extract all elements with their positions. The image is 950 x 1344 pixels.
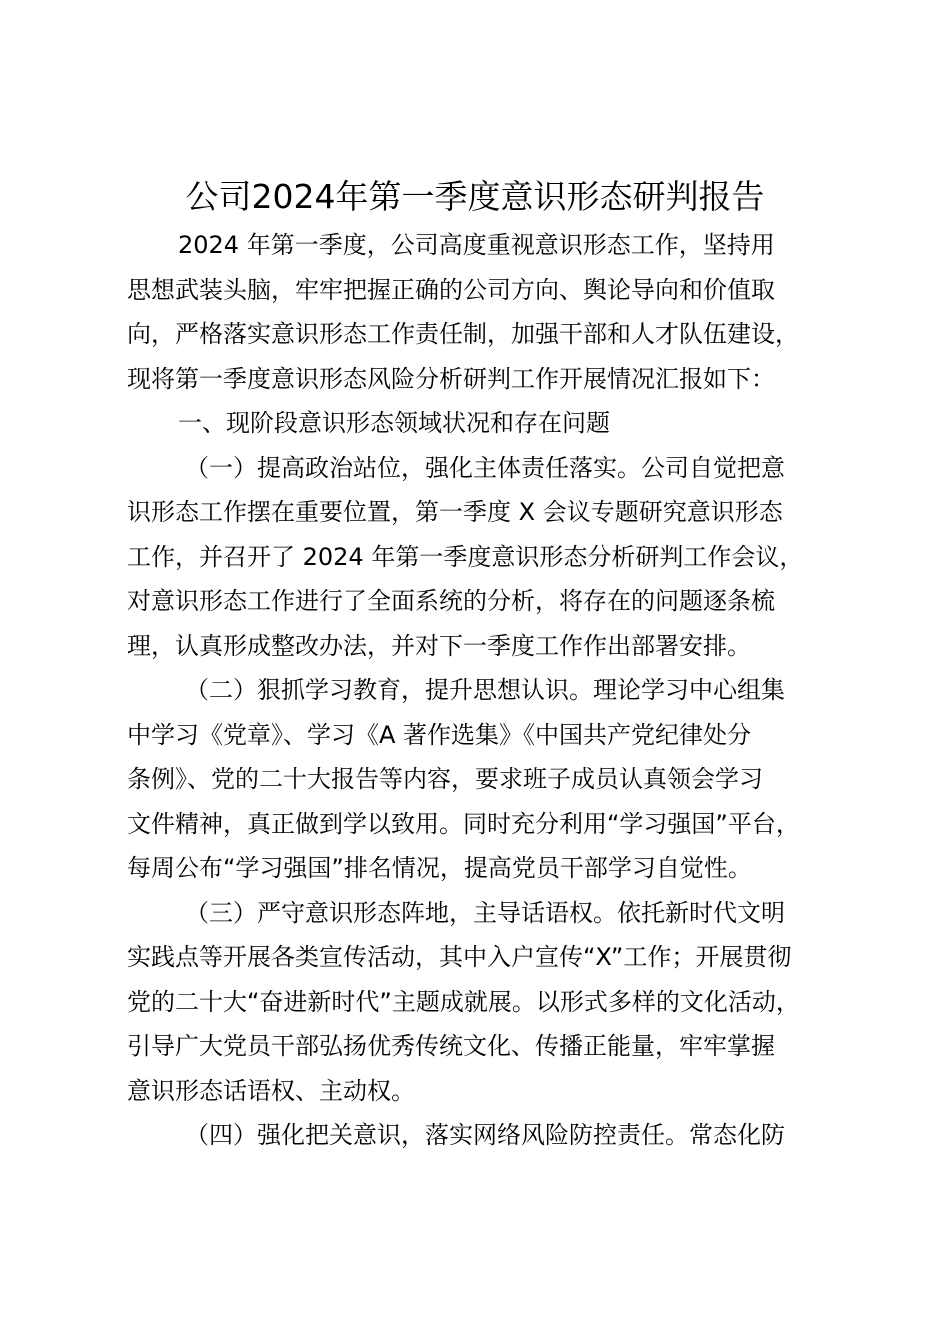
text-line: （二）狠抓学习教育，提升思想认识。理论学习中心组集	[185, 676, 785, 704]
text-line: 识形态工作摆在重要位置，第一季度 X 会议专题研究意识形态	[127, 498, 783, 526]
document-title: 公司2024年第一季度意识形态研判报告	[185, 177, 765, 216]
paragraph-2	[127, 668, 867, 891]
text-line: 理，认真形成整改办法，并对下一季度工作作出部署安排。	[127, 631, 751, 660]
text-line: 实践点等开展各类宣传活动，其中入户宣传“X”工作；开展贯彻	[127, 943, 792, 971]
text-line: （四）强化把关意识，落实网络风险防控责任。常态化防	[185, 1121, 785, 1149]
text-line: 思想武装头脑，牢牢把握正确的公司方向、舆论导向和价值取	[127, 275, 775, 304]
text-line: 向，严格落实意识形态工作责任制，加强干部和人才队伍建设，	[127, 320, 799, 348]
text-line: 工作，并召开了 2024 年第一季度意识形态分析研判工作会议，	[127, 542, 804, 571]
text-line: 中学习《党章》、学习《A 著作选集》《中国共产党纪律处分	[127, 720, 752, 749]
paragraph-3	[127, 891, 867, 1114]
intro-paragraph	[127, 223, 867, 401]
text-line: 每周公布“学习强国”排名情况，提高党员干部学习自觉性。	[127, 854, 752, 882]
paragraph-4	[127, 1113, 867, 1158]
paragraph-1	[127, 446, 867, 669]
document-body	[127, 223, 867, 1158]
text-line: （一）提高政治站位，强化主体责任落实。公司自觉把意	[185, 453, 785, 482]
text-line: 意识形态话语权、主动权。	[127, 1076, 415, 1105]
section-heading: 一、现阶段意识形态领域状况和存在问题	[178, 409, 610, 437]
text-line: 对意识形态工作进行了全面系统的分析，将存在的问题逐条梳	[127, 587, 775, 615]
text-line: 现将第一季度意识形态风险分析研判工作开展情况汇报如下：	[127, 364, 775, 393]
text-line: 2024 年第一季度，公司高度重视意识形态工作，坚持用	[178, 231, 775, 259]
text-line: （三）严守意识形态阵地，主导话语权。依托新时代文明	[185, 898, 785, 927]
text-line: 文件精神，真正做到学以致用。同时充分利用“学习强国”平台，	[127, 809, 800, 838]
text-line: 条例》、党的二十大报告等内容，要求班子成员认真领会学习	[127, 765, 763, 793]
text-line: 党的二十大“奋进新时代”主题成就展。以形式多样的文化活动，	[127, 987, 800, 1016]
text-line: 引导广大党员干部弘扬优秀传统文化、传播正能量，牢牢掌握	[127, 1032, 775, 1060]
